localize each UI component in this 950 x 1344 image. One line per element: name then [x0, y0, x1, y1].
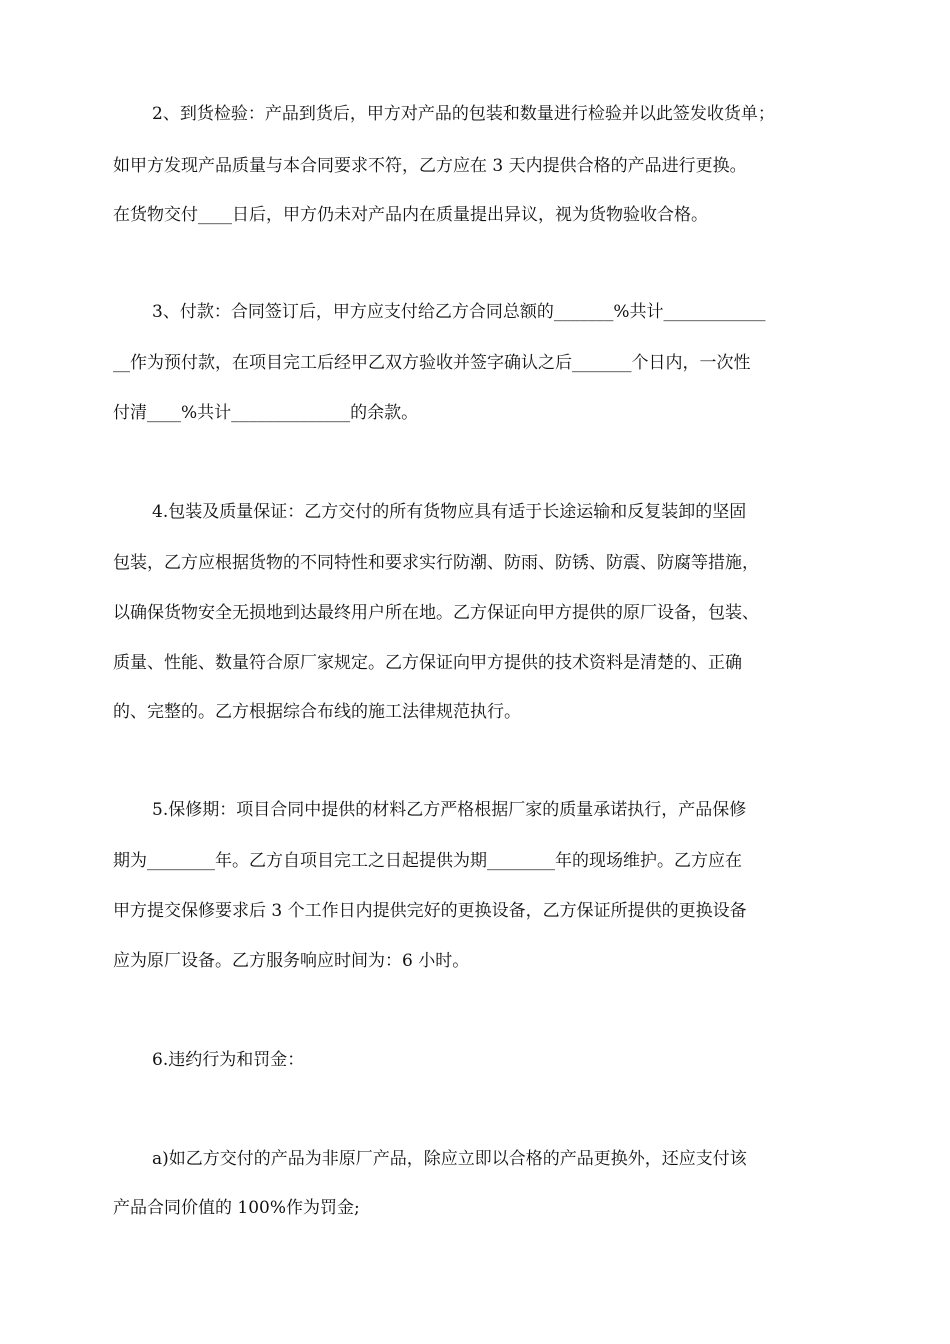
text-line: 包装，乙方应根据货物的不同特性和要求实行防潮、防雨、防锈、防震、防腐等措施，	[113, 553, 759, 573]
text-line: 在货物交付____日后，甲方仍未对产品内在质量提出异议，视为货物验收合格。	[113, 205, 708, 225]
text-line: 质量、性能、数量符合原厂家规定。乙方保证向甲方提供的技术资料是清楚的、正确	[113, 653, 742, 673]
text-line: __作为预付款，在项目完工后经甲乙双方验收并签字确认之后_______个日内，一次性	[113, 353, 751, 373]
text-line: 2、到货检验：产品到货后，甲方对产品的包装和数量进行检验并以此签发收货单；	[152, 104, 775, 124]
text-line: 如甲方发现产品质量与本合同要求不符，乙方应在 3 天内提供合格的产品进行更换。	[113, 156, 747, 176]
text-line: 甲方提交保修要求后 3 个工作日内提供完好的更换设备，乙方保证所提供的更换设备	[113, 901, 747, 921]
text-line: 以确保货物安全无损地到达最终用户所在地。乙方保证向甲方提供的原厂设备，包装、	[113, 603, 759, 623]
text-line: 的、完整的。乙方根据综合布线的施工法律规范执行。	[113, 702, 521, 722]
text-line: 产品合同价值的 100%作为罚金;	[113, 1198, 360, 1218]
text-line: 6.违约行为和罚金：	[152, 1050, 305, 1070]
text-line: 5.保修期：项目合同中提供的材料乙方严格根据厂家的质量承诺执行，产品保修	[152, 800, 747, 820]
text-line: a)如乙方交付的产品为非原厂产品，除应立即以合格的产品更换外，还应支付该	[152, 1149, 747, 1169]
text-line: 应为原厂设备。乙方服务响应时间为：6 小时。	[113, 951, 470, 971]
text-line: 4.包装及质量保证：乙方交付的所有货物应具有适于长途运输和反复装卸的坚固	[152, 502, 747, 522]
text-line: 付清____%共计______________的余款。	[113, 403, 419, 423]
text-line: 期为________年。乙方自项目完工之日起提供为期________年的现场维护。乙方应在	[113, 851, 742, 871]
text-line: 3、付款：合同签订后，甲方应支付给乙方合同总额的_______%共计____________	[152, 302, 766, 322]
